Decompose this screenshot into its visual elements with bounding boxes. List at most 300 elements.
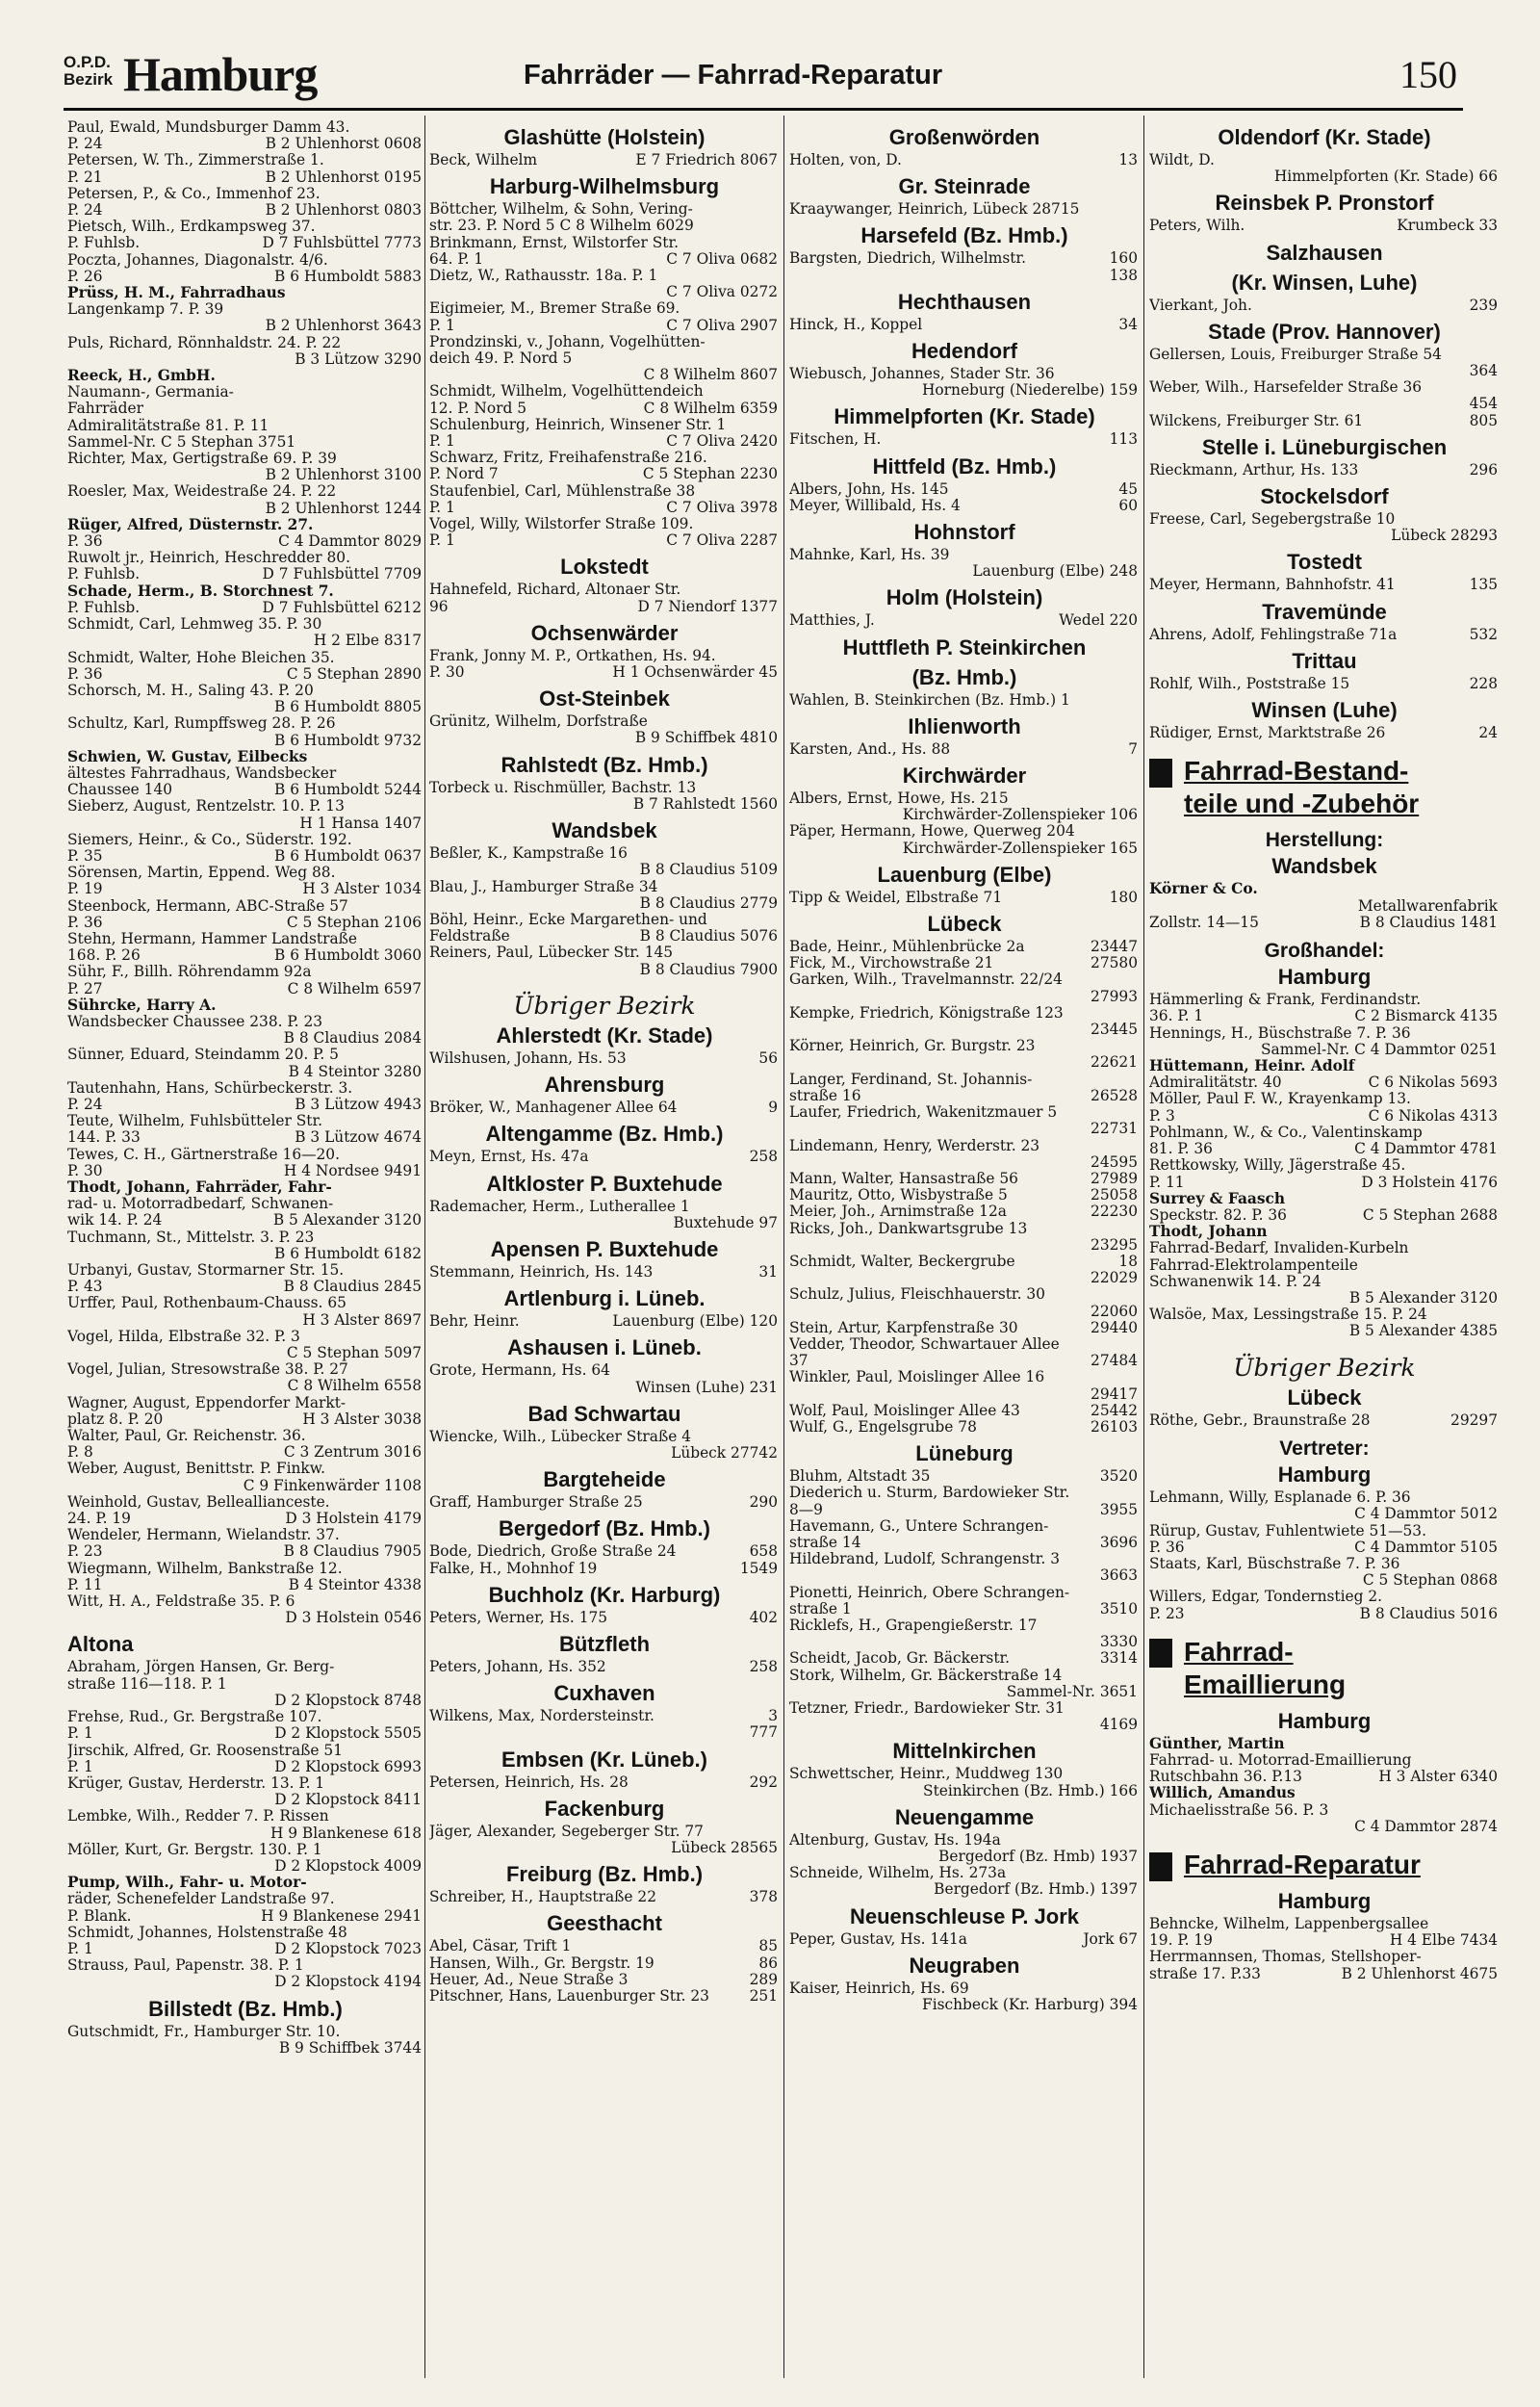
entry-detail-line (67, 384, 424, 401)
entry-line: Teute, Wilhelm, Fuhlsbütteler Str. (67, 1112, 323, 1130)
entry-detail-line (429, 1955, 780, 1972)
entry-text: Rüdiger, Ernst, Marktstraße 26 (1149, 724, 1386, 742)
entry-detail-line (789, 971, 1140, 988)
entry-text: Diederich u. Sturm, Bardowieker Str. (789, 1484, 1070, 1502)
phone-number: 135 (1469, 576, 1498, 594)
entry-text: 37 (789, 1352, 808, 1370)
entry-text: Stork, Wilhelm, Gr. Bäckerstraße 14 (789, 1666, 1063, 1684)
entry-detail-line (1149, 577, 1500, 593)
phone-number: B 6 Humboldt 0637 (274, 846, 422, 865)
entry-detail-line (789, 1187, 1140, 1204)
entry-text: Meier, Joh., Arnimstraße 12a (789, 1203, 1007, 1221)
entry-detail-line (789, 1038, 1140, 1054)
entry-detail-line (1149, 1108, 1500, 1125)
entry-text: Stemmann, Heinrich, Hs. 143 (429, 1262, 654, 1281)
entry-text: Weber, Wilh., Harsefelder Straße 36 (1149, 378, 1423, 397)
entry-detail-line (789, 1485, 1140, 1501)
entry-text: Ricks, Joh., Dankwartsgrube 13 (789, 1219, 1028, 1237)
phone-number: H 2 Elbe 8317 (313, 632, 422, 650)
entry-detail-line (67, 633, 424, 649)
phone-number: B 6 Humboldt 5244 (274, 781, 422, 799)
entry-line: Brinkmann, Ernst, Wilstorfer Str. (429, 233, 680, 251)
phone-number: 29297 (1450, 1411, 1498, 1429)
phone-number: 13 (1118, 151, 1138, 168)
phone-number: C 4 Dammtor 8029 (278, 532, 422, 551)
entry-text: Havemann, G., Untere Schrangen- (789, 1516, 1049, 1535)
phone-number: 27580 (1091, 954, 1138, 972)
entry-detail-line (67, 202, 424, 219)
entry-detail-line (1149, 676, 1500, 692)
phone-number: D 2 Klopstock 8748 (274, 1691, 422, 1709)
phone-number: 7 (1128, 739, 1138, 758)
entry-text: Fick, M., Virchowstraße 21 (789, 954, 994, 972)
entry-line: Schwien, W. Gustav, Eilbecks (67, 747, 308, 765)
entry-text: P. 8 (67, 1443, 93, 1462)
entry-detail-line (429, 1050, 780, 1067)
phone-number: Winsen (Luhe) 231 (635, 1378, 778, 1396)
phone-number: 31 (758, 1262, 778, 1281)
entry-line: Schmidt, Johannes, Holstenstraße 48 (67, 1923, 347, 1941)
entry-text: P. 1 (67, 1757, 93, 1775)
entry-text: Speckstr. 82. P. 36 (1149, 1205, 1287, 1224)
entry-detail-line (67, 782, 424, 798)
entry-line: Reiners, Paul, Lübecker Str. 145 (429, 944, 674, 962)
entry-detail-line (67, 401, 424, 417)
phone-number: 27484 (1091, 1352, 1138, 1370)
entry-detail-line (789, 1104, 1140, 1121)
entry-detail-line (789, 1601, 1140, 1618)
phone-number: B 6 Humboldt 5883 (274, 267, 422, 285)
entry-detail-line (429, 367, 780, 383)
phone-number: H 3 Alster 8697 (302, 1310, 422, 1329)
place-heading: Lüneburg (915, 1441, 1014, 1466)
entry-text: wik 14. P. 24 (67, 1211, 163, 1229)
entry-detail-line (67, 1064, 424, 1080)
entry-text: straße 14 (789, 1533, 861, 1551)
entry-text: P. 21 (67, 168, 103, 186)
phone-number: 4169 (1099, 1716, 1138, 1734)
entry-text: P. 19 (67, 880, 103, 898)
entry-line: Beßler, K., Kampstraße 16 (429, 844, 628, 863)
phone-number: Bergedorf (Bz. Hmb) 1937 (938, 1848, 1138, 1866)
phone-number: 26103 (1091, 1417, 1138, 1436)
entry-line: Grote, Hermann, Hs. 64 (429, 1361, 610, 1380)
entry-line: Weinhold, Gustav, Belleallianceste. (67, 1492, 330, 1511)
phone-number: D 2 Klopstock 6993 (274, 1757, 422, 1775)
place-heading: Freiburg (Bz. Hmb.) (505, 1862, 704, 1887)
phone-number: 113 (1109, 430, 1138, 449)
entry-detail-line (789, 890, 1140, 906)
entry-line: Witt, H. A., Feldstraße 35. P. 6 (67, 1592, 295, 1611)
phone-number: H 4 Nordsee 9491 (283, 1161, 422, 1179)
entry-detail-line (789, 1518, 1140, 1535)
entry-detail-line (67, 1411, 424, 1428)
place-heading: Salzhausen (1266, 240, 1383, 265)
entry-line: Günther, Martin (1149, 1734, 1285, 1752)
entry-detail-line (67, 1676, 424, 1693)
entry-line: Wendeler, Hermann, Wielandstr. 37. (67, 1526, 340, 1544)
entry-text: P. 1 (429, 498, 455, 516)
entry-detail-line (429, 1889, 780, 1905)
entry-line: Weber, August, Benittstr. P. Finkw. (67, 1460, 325, 1478)
entry-detail-line (67, 1246, 424, 1262)
entry-detail-line (789, 1618, 1140, 1634)
entry-detail-line (67, 1693, 424, 1709)
phone-number: B 3 Lützow 4943 (295, 1095, 422, 1113)
phone-number: B 2 Uhlenhorst 3643 (265, 317, 422, 335)
entry-detail-line (1149, 1412, 1500, 1429)
entry-text: Schmidt, Walter, Beckergrube (789, 1252, 1015, 1270)
phone-number: 364 (1469, 362, 1498, 380)
entry-detail-line (789, 1022, 1140, 1038)
entry-detail-line (429, 1659, 780, 1675)
phone-number: 228 (1469, 674, 1498, 692)
phone-number: C 5 Stephan 2106 (286, 913, 422, 931)
entry-detail-line (789, 1386, 1140, 1403)
entry-text: P. 11 (67, 1575, 103, 1593)
entry-text: P. 27 (67, 979, 103, 997)
entry-line: Stehn, Hermann, Hammer Landstraße (67, 929, 358, 947)
phone-number: B 8 Claudius 2084 (283, 1029, 422, 1048)
phone-number: D 7 Niendorf 1377 (637, 597, 778, 615)
entry-detail-line (1149, 1175, 1500, 1191)
entry-detail-line (429, 664, 780, 681)
entry-line: Pump, Wilh., Fahr- u. Motor- (67, 1874, 307, 1892)
phone-number: 454 (1469, 395, 1498, 413)
place-heading: Mittelnkirchen (892, 1739, 1037, 1764)
phone-number: 160 (1109, 249, 1138, 268)
entry-text: P. 3 (1149, 1106, 1175, 1125)
entry-text: Päper, Hermann, Howe, Querweg 204 (789, 822, 1075, 841)
entry-detail-line (67, 269, 424, 285)
entry-line: Rürup, Gustav, Fuhlentwiete 51—53. (1149, 1521, 1426, 1540)
entry-detail-line (789, 1286, 1140, 1303)
phone-number: Kirchwärder-Zollenspieker 106 (902, 806, 1138, 824)
entry-detail-line (429, 599, 780, 615)
phone-number: 3520 (1099, 1467, 1138, 1486)
phone-number: B 8 Claudius 7900 (639, 960, 778, 978)
entry-text: Wilckens, Freiburger Str. 61 (1149, 411, 1364, 429)
entry-text: P. Fuhlsb. (67, 598, 141, 616)
entry-line: Strauss, Paul, Papenstr. 38. P. 1 (67, 1956, 304, 1975)
entry-line: Surrey & Faasch (1149, 1189, 1286, 1207)
entry-line: Sührcke, Harry A. (67, 996, 217, 1014)
entry-line: Walter, Paul, Gr. Reichenstr. 36. (67, 1427, 306, 1445)
entry-detail-line (67, 467, 424, 483)
place-heading: Neugraben (909, 1953, 1020, 1978)
entry-detail-line (67, 600, 424, 616)
entry-detail-line (429, 433, 780, 450)
phone-number: C 9 Finkenwärder 1108 (243, 1476, 422, 1494)
place-heading: Harsefeld (Bz. Hmb.) (860, 223, 1068, 248)
entry-line: Paul, Ewald, Mundsburger Damm 43. (67, 119, 350, 136)
entry-detail-line (1149, 1819, 1500, 1835)
entry-line: Böhl, Heinr., Ecke Margarethen- und (429, 910, 707, 928)
entry-detail-line (789, 1849, 1140, 1865)
entry-detail-line (789, 250, 1140, 267)
entry-line: Vogel, Willy, Wilstorfer Straße 109. (429, 515, 694, 533)
entry-detail-line (789, 1237, 1140, 1254)
phone-number: C 7 Oliva 2287 (666, 531, 778, 550)
phone-number: B 8 Claudius 7905 (283, 1542, 422, 1561)
entry-text: P. 1 (429, 531, 455, 550)
entry-text: Mauritz, Otto, Wisbystraße 5 (789, 1186, 1008, 1204)
place-heading: Oldendorf (Kr. Stade) (1218, 125, 1431, 149)
category-title-line2: Emaillierung (1184, 1669, 1347, 1699)
phone-number: C 6 Nikolas 4313 (1368, 1106, 1498, 1125)
entry-detail-line (429, 1972, 780, 1988)
entry-line: Kaiser, Heinrich, Hs. 69 (789, 1979, 969, 1997)
entry-detail-line (429, 318, 780, 334)
entry-line: Thodt, Johann, Fahrräder, Fahr- (67, 1178, 332, 1196)
phone-number: 26528 (1091, 1086, 1138, 1104)
phone-number: 22060 (1091, 1302, 1138, 1320)
phone-number: B 6 Humboldt 6182 (274, 1244, 422, 1262)
place-heading: Lokstedt (560, 555, 649, 580)
entry-text: Tetzner, Friedr., Bardowieker Str. 31 (789, 1699, 1065, 1717)
place-heading: Lübeck (1287, 1385, 1362, 1410)
entry-detail-line (67, 169, 424, 186)
entry-line: Puls, Richard, Rönnhaldstr. 24. P. 22 (67, 333, 342, 351)
phone-number: H 3 Alster 1034 (302, 880, 422, 898)
entry-detail-line (67, 1974, 424, 1990)
entry-text: Rutschbahn 36. P.13 (1149, 1768, 1302, 1786)
phone-number: C 7 Oliva 0682 (666, 249, 778, 268)
column-divider (783, 116, 784, 2378)
entry-detail-line (789, 498, 1140, 514)
entry-detail-line (67, 848, 424, 865)
entry-line: Urbanyi, Gustav, Stormarner Str. 15. (67, 1261, 345, 1280)
entry-detail-line (1149, 1042, 1500, 1058)
place-heading: Ahlerstedt (Kr. Stade) (496, 1022, 713, 1048)
place-heading: Bad Schwartau (527, 1401, 681, 1426)
entry-text: Graff, Hamburger Straße 25 (429, 1493, 643, 1512)
entry-text: Bode, Diedrich, Große Straße 24 (429, 1542, 677, 1561)
entry-line: Rademacher, Herm., Lutherallee 1 (429, 1197, 690, 1215)
entry-line: Böttcher, Wilhelm, & Sohn, Vering- (429, 200, 693, 219)
entry-detail-line (67, 566, 424, 582)
entry-detail-line (429, 284, 780, 300)
entry-line: Petersen, W. Th., Zimmerstraße 1. (67, 151, 324, 169)
place-heading: Buchholz (Kr. Harburg) (488, 1582, 721, 1607)
entry-detail-line (67, 1345, 424, 1361)
entry-detail-line (1149, 627, 1500, 643)
entry-text: Gellersen, Louis, Freiburger Straße 54 (1149, 345, 1442, 363)
phone-number: 27993 (1091, 987, 1138, 1005)
entry-detail-line (789, 1369, 1140, 1385)
entry-text: P. 36 (67, 664, 103, 683)
entry-detail-line (1149, 1802, 1500, 1819)
phone-number: Lübeck 28565 (671, 1838, 778, 1856)
entry-text: Langenkamp 7. P. 39 (67, 300, 224, 319)
entry-detail-line (789, 1551, 1140, 1567)
phone-number: C 4 Dammtor 5105 (1354, 1538, 1498, 1556)
entry-detail-line (67, 1312, 424, 1329)
entry-text: 64. P. 1 (429, 249, 484, 268)
entry-detail-line (429, 350, 780, 367)
entry-text: deich 49. P. Nord 5 (429, 349, 573, 368)
place-heading: Travemünde (1262, 599, 1387, 624)
phone-number: B 4 Steintor 4338 (288, 1575, 422, 1593)
entry-line: Pietsch, Wilh., Erdkampsweg 37. (67, 218, 316, 236)
entry-text: Karsten, And., Hs. 88 (789, 739, 951, 758)
entry-text: P. 30 (429, 663, 465, 682)
entry-detail-line (789, 1254, 1140, 1270)
entry-text: Fahrrad-Elektrolampenteile (1149, 1255, 1358, 1274)
entry-detail-line (429, 1774, 780, 1791)
entry-text: P. 24 (67, 201, 103, 220)
entry-text: Röthe, Gebr., Braunstraße 28 (1149, 1411, 1371, 1429)
phone-number: C 8 Wilhelm 6597 (287, 979, 422, 997)
category-title: Fahrrad-Reparatur (1184, 1849, 1421, 1879)
category-title-line2: teile und -Zubehör (1184, 789, 1420, 819)
entry-text: P. Fuhlsb. (67, 565, 141, 583)
phone-number: 85 (758, 1937, 778, 1955)
phone-number: 24595 (1091, 1152, 1138, 1171)
entry-text: 96 (429, 597, 449, 615)
entry-detail-line (789, 1121, 1140, 1137)
entry-detail-line (67, 1543, 424, 1560)
subsection-heading: Herstellung: (1265, 829, 1384, 852)
place-heading: Ihlienworth (908, 713, 1021, 738)
entry-detail-line (789, 317, 1140, 333)
entry-text: 19. P. 19 (1149, 1931, 1213, 1950)
entry-text: Peters, Johann, Hs. 352 (429, 1657, 606, 1675)
entry-detail-line (789, 1054, 1140, 1071)
entry-detail-line (67, 136, 424, 152)
place-heading: Wandsbek (1271, 854, 1377, 879)
phone-number: B 6 Humboldt 9732 (274, 731, 422, 749)
entry-line: Sünner, Eduard, Steindamm 20. P. 5 (67, 1046, 339, 1064)
phone-number: B 2 Uhlenhorst 1244 (265, 499, 422, 517)
phone-number: 29417 (1091, 1385, 1138, 1403)
place-heading: Ost-Steinbek (539, 686, 670, 712)
entry-line: Rettkowsky, Willy, Jägerstraße 45. (1149, 1156, 1406, 1175)
entry-text: Schulz, Julius, Fleischhauerstr. 30 (789, 1285, 1045, 1304)
phone-number: Fischbeck (Kr. Harburg) 394 (922, 1996, 1138, 2014)
entry-line: Schorsch, M. H., Saling 43. P. 20 (67, 681, 314, 699)
entry-text: Michaelisstraße 56. P. 3 (1149, 1800, 1329, 1819)
entry-text: Wulf, G., Engelsgrube 78 (789, 1417, 977, 1436)
phone-number: 290 (749, 1493, 778, 1512)
phone-number: Lauenburg (Elbe) 248 (972, 562, 1138, 581)
phone-number: B 3 Lützow 4674 (295, 1128, 422, 1147)
category-heading (1149, 1849, 1500, 1881)
entry-text: Heuer, Ad., Neue Straße 3 (429, 1970, 629, 1988)
entry-text: Bluhm, Altstadt 35 (789, 1467, 931, 1486)
entry-text: 168. P. 26 (67, 946, 141, 965)
phone-number: B 6 Humboldt 3060 (274, 946, 422, 965)
entry-detail-line (429, 1724, 780, 1741)
page-header (64, 48, 1463, 111)
entry-detail-line (429, 895, 780, 912)
place-heading: Embsen (Kr. Lüneb.) (501, 1747, 707, 1772)
phone-number: 296 (1469, 460, 1498, 479)
entry-line: Prondzinski, v., Johann, Vogelhütten- (429, 332, 706, 350)
entry-text: Bade, Heinr., Mühlenbrücke 2a (789, 938, 1025, 956)
entry-detail-line (67, 699, 424, 715)
column-4 (1149, 119, 1500, 2372)
entry-detail-line (67, 1792, 424, 1808)
entry-text: räder, Schenefelder Landstraße 97. (67, 1890, 335, 1908)
column-divider (424, 116, 425, 2378)
column-1 (67, 119, 424, 2372)
entry-text: Bargsten, Diedrich, Wilhelmstr. (789, 249, 1026, 268)
phone-number: B 8 Claudius 5016 (1359, 1604, 1498, 1622)
phone-number: 805 (1469, 411, 1498, 429)
entry-detail-line (789, 1700, 1140, 1717)
entry-detail-line (789, 1650, 1140, 1667)
entry-text: P. 26 (67, 267, 103, 285)
entry-detail-line (1149, 1274, 1500, 1290)
entry-text: 81. P. 36 (1149, 1140, 1213, 1158)
entry-text: Matthies, J. (789, 611, 875, 630)
entry-text: Hildebrand, Ludolf, Schrangenstr. 3 (789, 1550, 1060, 1568)
phone-number: 292 (749, 1773, 778, 1791)
entry-detail-line (429, 796, 780, 813)
place-heading: Bergedorf (Bz. Hmb.) (499, 1516, 710, 1541)
entry-detail-line (789, 1336, 1140, 1353)
entry-line: Lehmann, Willy, Esplanade 6. P. 36 (1149, 1488, 1411, 1507)
entry-line: Lembke, Wilh., Redder 7. P. Rissen (67, 1807, 329, 1825)
phone-number: 1549 (739, 1559, 778, 1577)
entry-text: Hansen, Wilh., Gr. Bergstr. 19 (429, 1954, 654, 1972)
entry-text: Chaussee 140 (67, 781, 173, 799)
entry-detail-line (67, 1030, 424, 1047)
entry-detail-line (67, 318, 424, 334)
entry-text: Fitschen, H. (789, 430, 882, 449)
phone-number: D 2 Klopstock 8411 (274, 1791, 422, 1809)
phone-number: H 9 Blankenese 618 (270, 1824, 422, 1842)
phone-number: D 3 Holstein 0546 (285, 1609, 422, 1627)
place-heading: Ochsenwärder (530, 620, 679, 645)
entry-detail-line (1149, 347, 1500, 363)
entry-line: Altenburg, Gustav, Hs. 194a (789, 1830, 1001, 1849)
entry-line: Poczta, Johannes, Diagonalstr. 4/6. (67, 250, 328, 269)
entry-text: Feldstraße (429, 927, 510, 945)
entry-detail-line (429, 218, 780, 234)
entry-line: Frank, Jonny M. P., Ortkathen, Hs. 94. (429, 646, 716, 664)
entry-line: Hahnefeld, Richard, Altonaer Str. (429, 581, 681, 599)
entry-detail-line (429, 928, 780, 945)
entry-detail-line (429, 500, 780, 516)
entry-detail-line (67, 1759, 424, 1775)
place-heading: Lübeck (927, 912, 1002, 937)
entry-detail-line (67, 1725, 424, 1742)
entry-text: P. 1 (429, 316, 455, 334)
entry-detail-line (1149, 218, 1500, 234)
entry-line: Möller, Paul F. W., Krayenkamp 13. (1149, 1090, 1411, 1108)
entry-text: 144. P. 33 (67, 1128, 141, 1147)
entry-text: Ahrens, Adolf, Fehlingstraße 71a (1149, 625, 1398, 643)
entry-text: Albers, John, Hs. 145 (789, 479, 949, 498)
phone-number: C 7 Oliva 0272 (666, 283, 778, 301)
entry-text: Behr, Heinr. (429, 1312, 520, 1331)
entry-text: P. 36 (1149, 1538, 1185, 1556)
entry-line: Schmidt, Wilhelm, Vogelhüttendeich (429, 382, 704, 401)
entry-detail-line (789, 1668, 1140, 1684)
phone-number: 24 (1478, 724, 1498, 742)
place-heading: Hamburg (1277, 1462, 1372, 1488)
phone-number: 23447 (1091, 938, 1138, 956)
phone-number: C 5 Stephan 2890 (286, 664, 422, 683)
entry-detail-line (429, 1938, 780, 1954)
entry-text: Lindemann, Henry, Werderstr. 23 (789, 1136, 1040, 1154)
entry-line: Schultz, Karl, Rumpffsweg 28. P. 26 (67, 714, 336, 733)
entry-line: Schmidt, Carl, Lehmweg 35. P. 30 (67, 615, 322, 634)
entry-line: Mahnke, Karl, Hs. 39 (789, 546, 950, 564)
entry-detail-line (67, 1279, 424, 1295)
